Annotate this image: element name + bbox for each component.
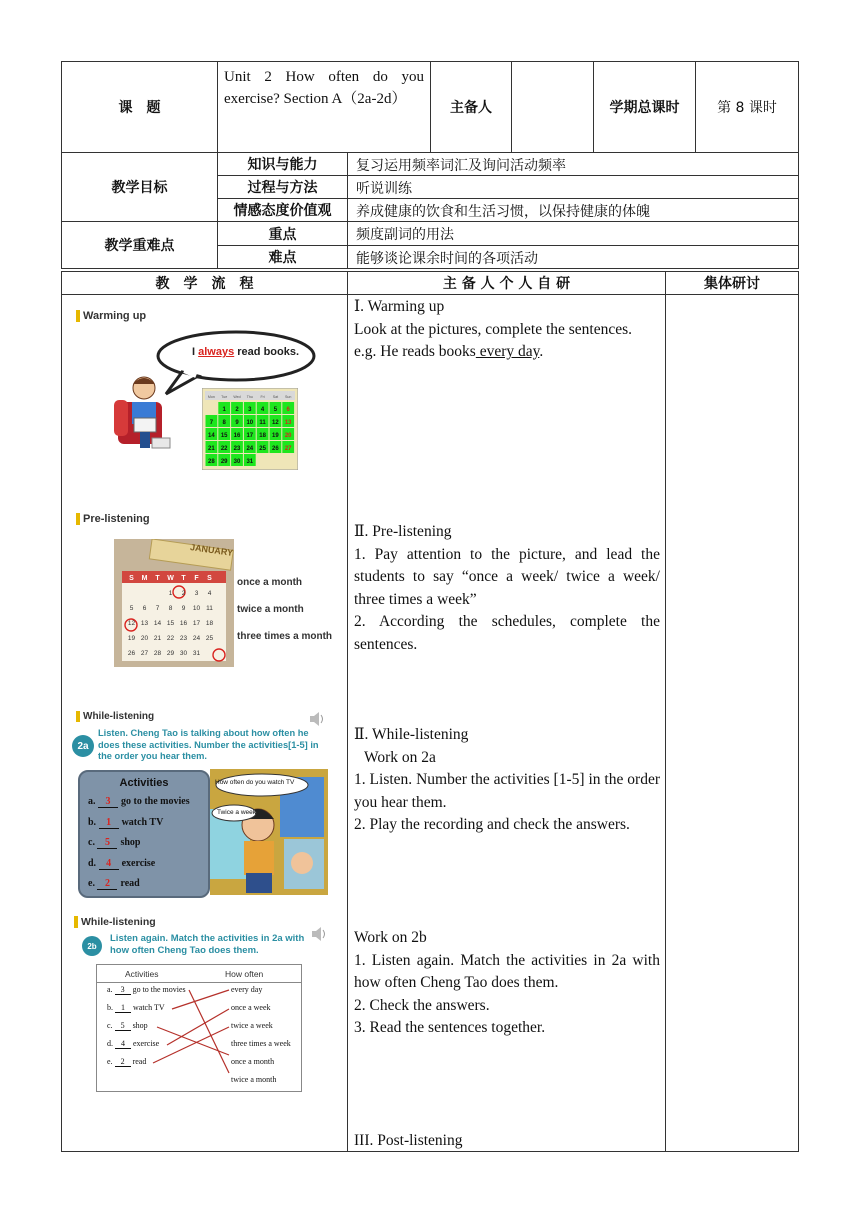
calendar-day-header: S (207, 575, 212, 582)
section-title: Ⅱ. Pre-listening (354, 523, 452, 540)
speaker-icon[interactable] (308, 711, 322, 725)
exercise-instruction: Listen. Cheng Tao is talking about how often he does these activities. Number the activities[1-5] in the order you hear them. (98, 728, 319, 761)
topic-label: 课 题 (61, 61, 218, 153)
section-paragraph: 1. Listen. Number the activities [1-5] in the order you hear them. (354, 771, 660, 811)
calendar-date: 11 (259, 420, 266, 426)
section-paragraph: Look at the pictures, complete the sentences. (354, 320, 633, 338)
calendar-date: 31 (246, 459, 254, 465)
calendar-day-header: W (167, 575, 174, 582)
calendar-date: 8 (222, 420, 226, 426)
goal-key: 知识与能力 (217, 152, 348, 176)
activity-item: e. 2 read (88, 878, 140, 889)
calendar-date: 27 (140, 650, 149, 657)
goals-label: 教学目标 (61, 152, 218, 222)
calendar-date: 28 (208, 459, 215, 465)
monthly-calendar (202, 388, 298, 470)
activity-item: c. 5 shop (88, 837, 141, 848)
calendar-date: 29 (166, 650, 175, 657)
goal-key: 情感态度价值观 (217, 198, 348, 222)
calendar-date: 13 (284, 420, 292, 426)
calendar-date: 15 (220, 433, 228, 439)
keypoints-label: 教学重难点 (61, 221, 218, 269)
activity-number: 4 (99, 858, 119, 870)
section-paragraph: 2. Check the answers. (354, 996, 490, 1014)
calendar-day-header: Tue (221, 395, 228, 399)
calendar-day-header: S (129, 575, 134, 582)
goal-value: 复习运用频率词汇及询问活动频率 (347, 152, 799, 176)
calendar-date: 28 (153, 650, 162, 657)
calendar-date: 21 (208, 446, 215, 452)
frequency-label: once a month (237, 577, 303, 588)
calendar-date: 7 (155, 605, 160, 612)
calendar-date: 7 (209, 420, 214, 426)
calendar-date: 15 (166, 620, 175, 627)
slide-title: Warming up (76, 310, 146, 322)
how-often-header: How often (225, 969, 264, 979)
calendar-date: 4 (260, 407, 265, 413)
calendar-day-header: Fri (260, 395, 265, 399)
calendar-date: 19 (272, 433, 279, 439)
calendar-date: 22 (166, 635, 175, 642)
goal-value: 养成健康的饮食和生活习惯，以保持健康的体魄 (347, 198, 799, 222)
calendar-date: 20 (284, 433, 292, 439)
section-title: Ⅰ. Warming up (354, 298, 445, 315)
slide-while-listening-2b (62, 908, 347, 1098)
calendar-date: 29 (220, 459, 228, 465)
keypoint-value: 频度副词的用法 (347, 221, 799, 246)
calendar-date: 10 (246, 420, 254, 426)
keypoint-key: 重点 (217, 221, 348, 246)
flow-header-self-study: 主 备 人 个 人 自 研 (347, 271, 666, 295)
frequency-label: twice a month (237, 604, 304, 615)
calendar-date: 25 (205, 635, 214, 642)
match-activity: e. 2 read (107, 1057, 147, 1066)
calendar-day-header: Mon (207, 395, 215, 399)
flow-header-process: 教 学 流 程 (61, 271, 348, 295)
calendar-day-header: Thu (246, 395, 253, 399)
calendar-date: 6 (142, 605, 147, 612)
section-pre-listening (354, 521, 660, 656)
calendar-date: 26 (127, 650, 136, 657)
match-frequency: twice a month (231, 1075, 277, 1084)
calendar-date: 9 (235, 420, 239, 426)
calendar-date: 16 (179, 620, 188, 627)
calendar-date: 24 (246, 446, 254, 452)
slide-pre-listening (62, 505, 347, 675)
calendar-date: 30 (179, 650, 188, 657)
calendar-date: 20 (140, 635, 149, 642)
comic-question: How often do you watch TV (215, 779, 295, 786)
calendar-date: 23 (233, 446, 241, 452)
match-number: 2 (115, 1057, 131, 1067)
january-calendar (114, 539, 234, 667)
match-frequency: three times a week (231, 1039, 291, 1048)
exercise-tag-2b: 2b (82, 936, 102, 956)
slide-warming-up (62, 300, 347, 480)
calendar-day-header: Wed (233, 395, 241, 399)
activity-number: 2 (97, 878, 117, 890)
match-activity: a. 3 go to the movies (107, 985, 186, 994)
calendar-date: 2 (235, 407, 239, 413)
keypoint-value: 能够谈论课余时间的各项活动 (347, 245, 799, 269)
calendar-date: 25 (259, 446, 266, 452)
calendar-date: 18 (259, 433, 266, 439)
match-frequency: once a month (231, 1057, 275, 1066)
calendar-date: 26 (272, 446, 279, 452)
slide-while-listening-2a (62, 703, 347, 898)
match-frequency: once a week (231, 1003, 271, 1012)
calendar-date: 12 (127, 620, 136, 627)
calendar-day-header: T (181, 575, 186, 582)
calendar-date: 17 (246, 433, 254, 439)
calendar-date: 3 (194, 590, 199, 597)
calendar-date: 10 (192, 605, 201, 612)
section-subtitle: Work on 2a (364, 748, 436, 766)
section-work-2b (354, 927, 660, 1040)
match-number: 5 (115, 1021, 131, 1031)
section-paragraph: 2. Play the recording and check the answers. (354, 816, 630, 833)
activity-number: 3 (98, 796, 118, 808)
calendar-date: 13 (140, 620, 149, 627)
calendar-date: 5 (273, 407, 278, 413)
activities-title: Activities (119, 777, 169, 789)
preparer-value (511, 61, 594, 153)
match-frequency: every day (231, 985, 263, 994)
calendar-date: 4 (207, 590, 212, 597)
calendar-date: 12 (272, 420, 279, 426)
flow-header-discussion: 集体研讨 (665, 271, 799, 295)
calendar-date: 2 (181, 590, 186, 597)
speech-bubble (152, 326, 332, 396)
section-post-listening (354, 1130, 660, 1153)
calendar-date: 14 (208, 433, 215, 439)
cheng-tao-illustration (210, 769, 328, 895)
goal-key: 过程与方法 (217, 175, 348, 199)
calendar-date: 31 (192, 650, 201, 657)
reading-boy-illustration (114, 372, 174, 454)
section-subtitle: Work on 2b (354, 929, 427, 946)
slide-title: Pre-listening (76, 513, 150, 525)
keypoint-key: 难点 (217, 245, 348, 269)
calendar-month: JANUARY (189, 542, 234, 558)
calendar-date: 27 (284, 446, 292, 452)
match-activity: c. 5 shop (107, 1021, 148, 1030)
calendar-date: 21 (153, 635, 162, 642)
semester-value: 第 8 课时 (695, 61, 799, 153)
calendar-date: 19 (127, 635, 136, 642)
match-lines (97, 965, 301, 1091)
calendar-date: 11 (206, 605, 213, 612)
calendar-day-header: M (141, 575, 148, 582)
section-paragraph: 1. Pay attention to the picture, and lead the students to say “once a week/ twice a week/ three times a week” (354, 545, 660, 608)
calendar-day-header: T (155, 575, 160, 582)
section-title: III. Post-listening (354, 1132, 463, 1149)
section-title: Ⅱ. While-listening (354, 726, 469, 743)
calendar-date: 8 (168, 605, 173, 612)
match-activity: b. 1 watch TV (107, 1003, 165, 1012)
section-paragraph: 1. Listen again. Match the activities in 2a with how often Cheng Tao does them. (354, 951, 660, 991)
exercise-tag-2a: 2a (72, 735, 94, 757)
section-while-listening (354, 724, 660, 837)
flow-discussion-column (665, 294, 799, 1152)
slide-title: While-listening (76, 711, 154, 722)
calendar-date: 23 (179, 635, 188, 642)
activity-number: 1 (99, 817, 119, 829)
activities-box (78, 770, 210, 898)
semester-label: 学期总课时 (593, 61, 696, 153)
activity-item: b. 1 watch TV (88, 816, 164, 828)
calendar-date: 17 (192, 620, 201, 627)
bubble-answer: always (198, 346, 235, 358)
calendar-day-header: Sun (284, 395, 292, 399)
preparer-label: 主备人 (430, 61, 512, 153)
calendar-date: 14 (153, 620, 162, 627)
section-paragraph: 2. According the schedules, complete the sentences. (354, 613, 660, 653)
bubble-text: I always read books. (192, 346, 300, 358)
section-paragraph: 3. Read the sentences together. (354, 1019, 546, 1036)
match-number: 1 (115, 1003, 131, 1013)
activities-header: Activities (125, 969, 159, 979)
calendar-date: 16 (233, 433, 241, 439)
exercise-instruction: Listen again. Match the activities in 2a with how often Cheng Tao does them. (110, 933, 305, 956)
calendar-date: 3 (248, 407, 252, 413)
slide-title: While-listening (74, 916, 156, 928)
calendar-date: 6 (286, 407, 290, 413)
topic-value: Unit 2 How often do you exercise? Section A（2a-2d） (217, 61, 431, 153)
calendar-date: 1 (168, 590, 173, 597)
activity-number: 5 (97, 837, 117, 849)
match-number: 4 (115, 1039, 131, 1049)
goal-value: 听说训练 (347, 175, 799, 199)
calendar-day-header: Sat (272, 395, 279, 399)
comic-answer: Twice a week (217, 809, 257, 816)
match-number: 3 (115, 985, 131, 995)
match-frequency: twice a week (231, 1021, 273, 1030)
section-example: e.g. He reads books every day. (354, 343, 544, 360)
section-warming-up (354, 296, 660, 364)
activity-item: a. 3 go to the movies (88, 796, 190, 807)
match-activity: d. 4 exercise (107, 1039, 160, 1048)
calendar-date: 1 (222, 407, 226, 413)
calendar-date: 22 (220, 446, 228, 452)
example-answer: every day (475, 343, 540, 360)
calendar-date: 5 (129, 605, 134, 612)
matching-exercise (96, 964, 302, 1092)
calendar-date: 18 (205, 620, 214, 627)
calendar-date: 9 (181, 605, 186, 612)
calendar-date: 24 (192, 635, 201, 642)
frequency-label: three times a month (237, 631, 333, 642)
activity-item: d. 4 exercise (88, 857, 156, 869)
calendar-date: 30 (233, 459, 241, 465)
calendar-day-header: F (194, 575, 199, 582)
